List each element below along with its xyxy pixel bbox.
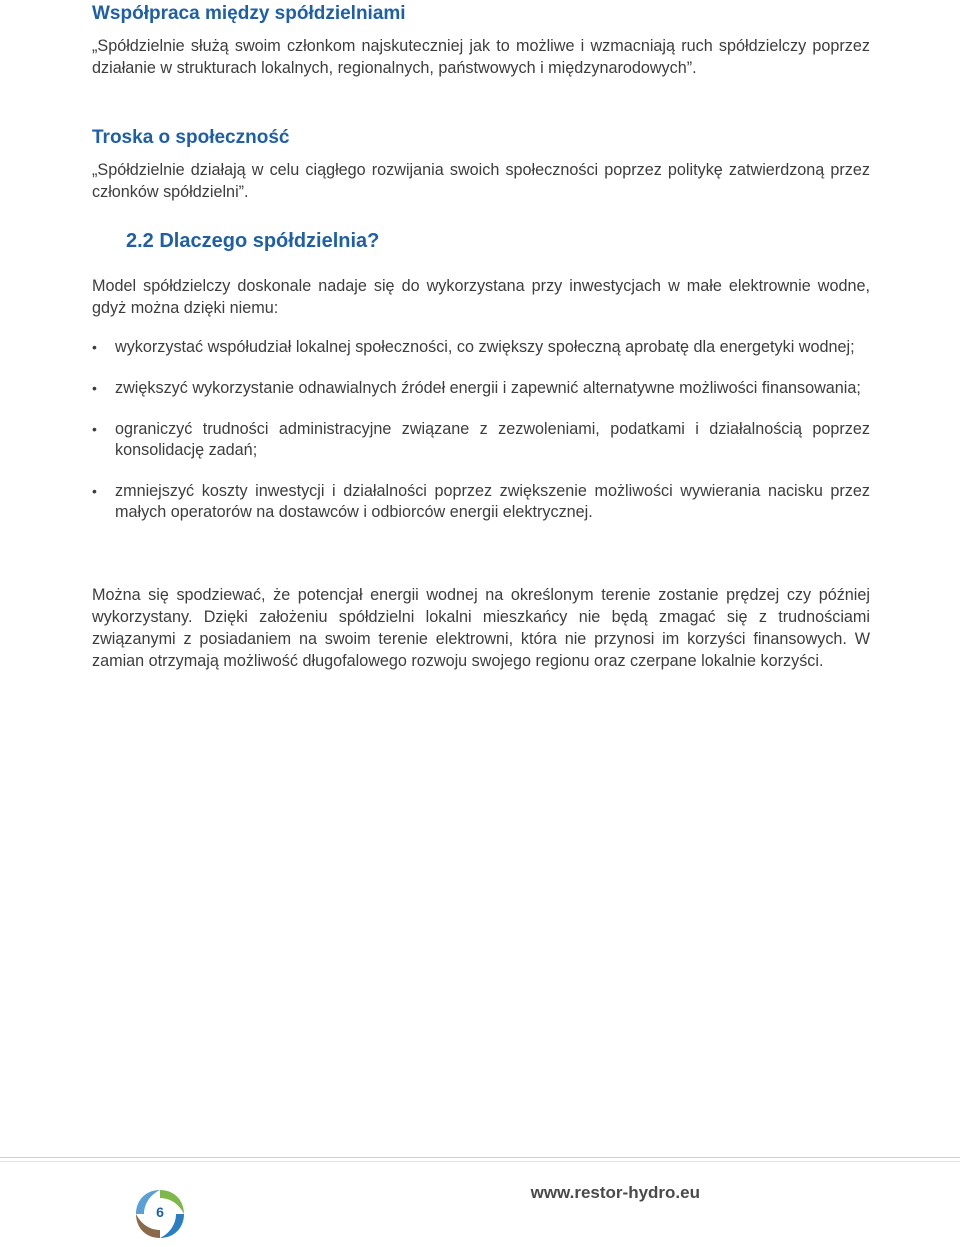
- list-item-text: wykorzystać współudział lokalnej społeczności, co zwiększy społeczną aprobatę dla energetyki wodnej;: [115, 338, 855, 356]
- bullet-icon: •: [92, 339, 97, 355]
- list-item-text: zmniejszyć koszty inwestycji i działalności poprzez zwiększenie możliwości wywierania nacisku przez małych operatorów na dostawców i odbiorców energii elektrycznej.: [115, 482, 870, 521]
- list-item: [92, 481, 870, 523]
- intro-paragraph: Model spółdzielczy doskonale nadaje się do wykorzystana przy inwestycjach w małe elektrownie wodne, gdyż można dzięki niemu:: [92, 277, 870, 317]
- bullet-list: [92, 337, 870, 523]
- section-heading-cooperation: Współpraca między spółdzielniami: [92, 3, 406, 24]
- list-item: [92, 419, 870, 461]
- conclusion-paragraph: Można się spodziewać, że potencjał energii wodnej na określonym terenie zostanie prędzej czy później wykorzystany. Dzięki założeniu spółdzielni lokalni mieszkańcy nie będą zmagać się z trudnościami związanymi z posiadaniem na swoim terenie elektrowni, która nie przynosi im korzyści finansowych. W zamian otrzymają możliwość długofalowego rozwoju swojego regionu oraz czerpane lokalnie korzyści.: [92, 586, 870, 670]
- bullet-icon: •: [92, 421, 97, 437]
- page-number: 6: [156, 1204, 164, 1220]
- bullet-icon: •: [92, 483, 97, 499]
- footer-divider-secondary: [0, 1161, 960, 1162]
- bullet-icon: •: [92, 380, 97, 396]
- list-item-text: zwiększyć wykorzystanie odnawialnych źródeł energii i zapewnić alternatywne możliwości finansowania;: [115, 379, 861, 397]
- list-item: [92, 337, 870, 358]
- footer-divider: [0, 1157, 960, 1158]
- chapter-heading: 2.2 Dlaczego spółdzielnia?: [126, 230, 380, 252]
- footer-website-link[interactable]: www.restor-hydro.eu: [530, 1183, 700, 1202]
- quote-cooperation: „Spółdzielnie służą swoim członkom najskuteczniej jak to możliwe i wzmacniają ruch spółdzielczy poprzez działanie w strukturach lokalnych, regionalnych, państwowych i międzynarodowych”.: [92, 37, 870, 77]
- quote-community: „Spółdzielnie działają w celu ciągłego rozwijania swoich społeczności poprzez politykę zatwierdzoną przez członków spółdzielni”.: [92, 161, 870, 201]
- section-heading-community: Troska o społeczność: [92, 127, 290, 148]
- list-item-text: ograniczyć trudności administracyjne związane z zezwoleniami, podatkami i działalnością poprzez konsolidację zadań;: [115, 420, 870, 459]
- list-item: [92, 378, 870, 399]
- restor-hydro-logo-icon: [132, 1186, 188, 1242]
